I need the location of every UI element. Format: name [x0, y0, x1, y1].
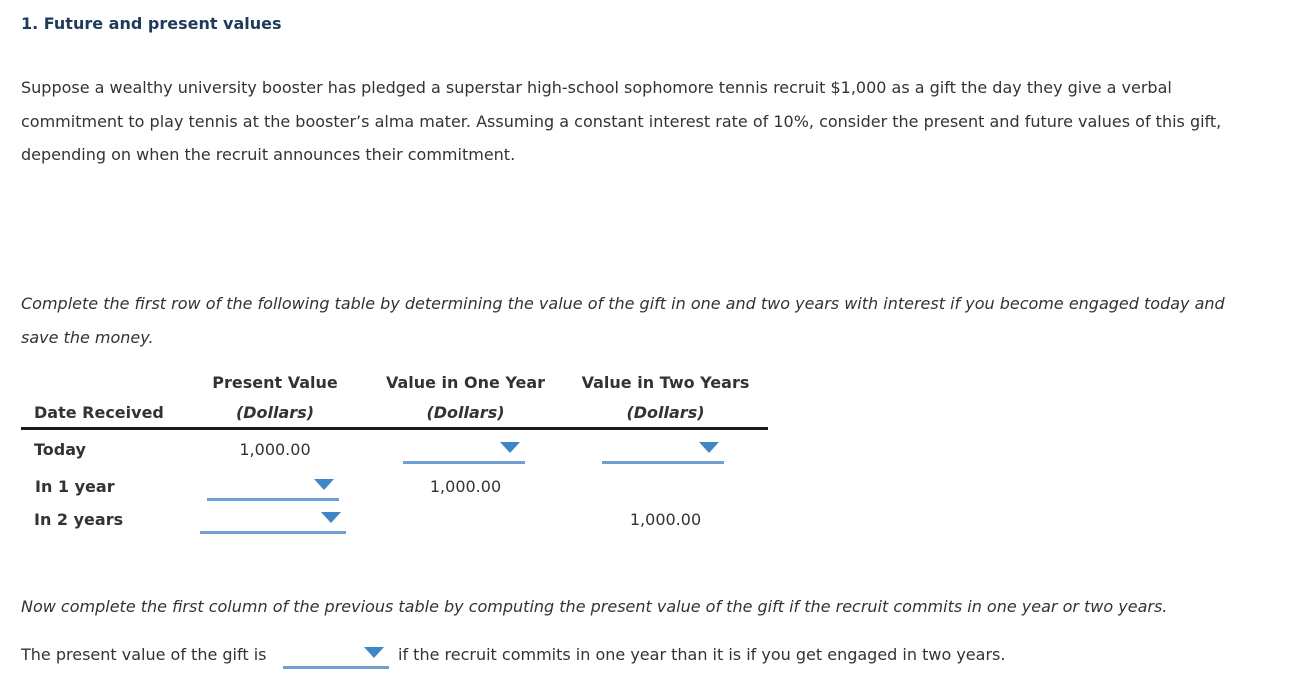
- header-value-one-year: Value in One Year: [385, 373, 546, 392]
- table-instruction: [21, 287, 1283, 354]
- sentence-after: if the recruit commits in one year than it is if you get engaged in two years.: [398, 645, 1006, 664]
- instruction-line: Complete the first row of the following table by determining the value of the gift in one and two years with interest if you become engaged today and: [21, 294, 1225, 313]
- chevron-down-icon: [321, 512, 341, 523]
- dropdown-today-two-years[interactable]: [602, 433, 724, 464]
- dropdown-comparison[interactable]: [283, 638, 389, 669]
- dropdown-in-1-year-present-value[interactable]: [207, 470, 339, 501]
- header-value-two-years: Value in Two Years: [581, 373, 750, 392]
- question-heading: 1. Future and present values: [21, 14, 282, 33]
- chevron-down-icon: [364, 647, 384, 658]
- dropdown-in-2-years-present-value[interactable]: [200, 503, 346, 534]
- cell-in-2-years-two-years: 1,000.00: [629, 510, 702, 529]
- cell-in-1-year-one-year: 1,000.00: [429, 477, 502, 496]
- header-unit-one-year: (Dollars): [426, 403, 505, 422]
- chevron-down-icon: [314, 479, 334, 490]
- header-unit-present-value: (Dollars): [235, 403, 315, 422]
- row-label-in-1-year: In 1 year: [35, 477, 115, 496]
- header-present-value: Present Value: [212, 373, 338, 392]
- row-label-in-2-years: In 2 years: [34, 510, 124, 529]
- chevron-down-icon: [500, 442, 520, 453]
- column-instruction: Now complete the first column of the previous table by computing the present value of the gift if the recruit commits in one year or two years.: [21, 597, 1168, 616]
- dropdown-today-one-year[interactable]: [403, 433, 525, 464]
- header-unit-two-years: (Dollars): [626, 403, 705, 422]
- table-header-rule: [21, 427, 768, 430]
- chevron-down-icon: [699, 442, 719, 453]
- intro-line: commitment to play tennis at the booster’s alma mater. Assuming a constant interest rate of 10%, consider the present and future values of this gift,: [21, 111, 1222, 131]
- intro-line: Suppose a wealthy university booster has pledged a superstar high-school sophomore tennis recruit $1,000 as a gift the day they give a verbal: [21, 78, 1172, 97]
- instruction-line: save the money.: [21, 327, 154, 347]
- intro-paragraph: [21, 71, 1283, 172]
- sentence-before: The present value of the gift is: [21, 645, 267, 664]
- cell-today-present-value: 1,000.00: [239, 440, 311, 459]
- header-date-received: Date Received: [34, 403, 164, 422]
- intro-line: depending on when the recruit announces their commitment.: [21, 145, 516, 164]
- row-label-today: Today: [34, 440, 86, 459]
